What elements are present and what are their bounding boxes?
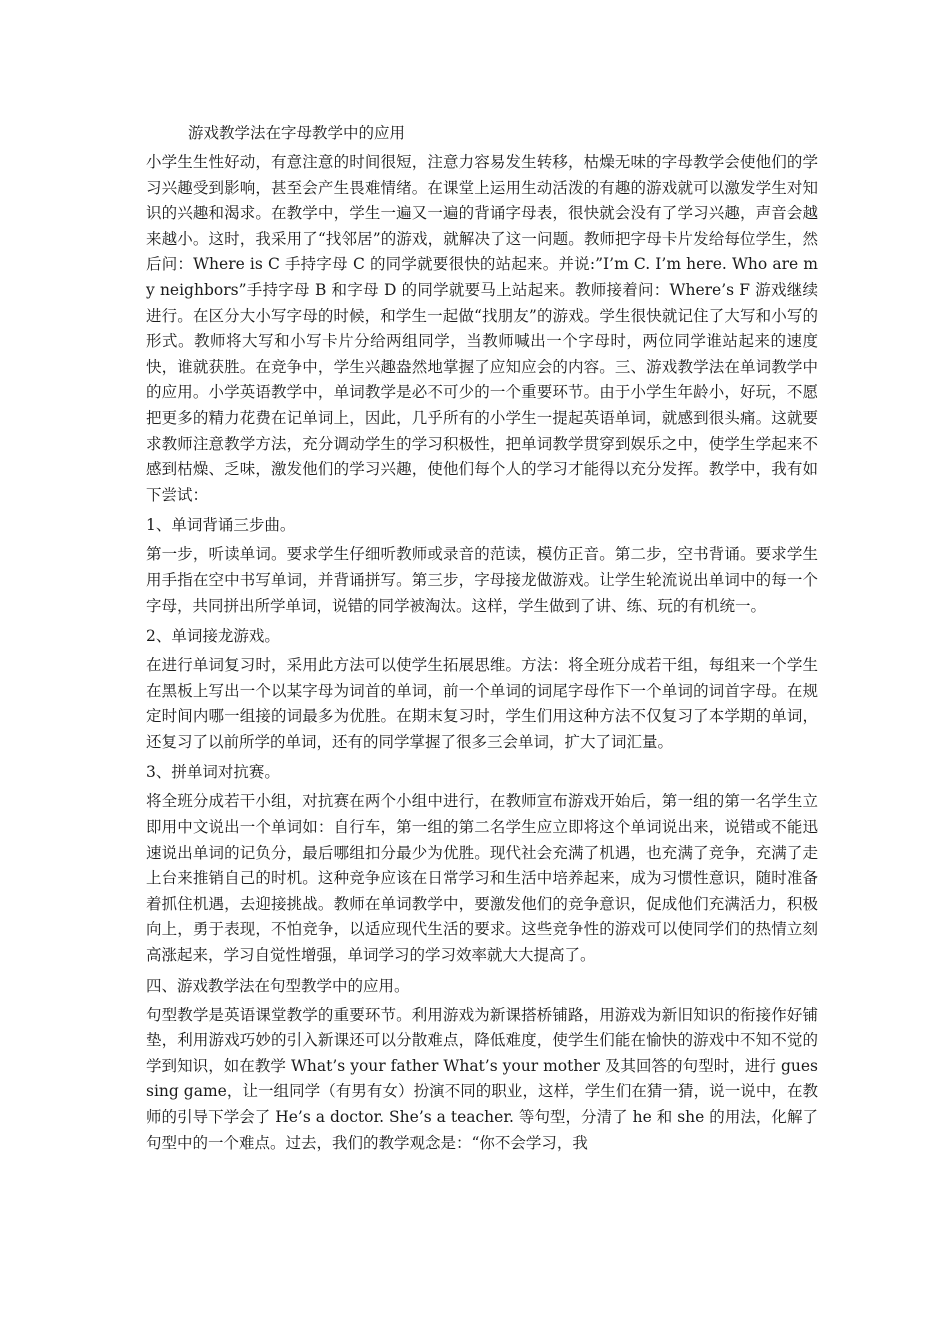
section-2-heading: 2、单词接龙游戏。: [146, 627, 280, 646]
section-1-heading: 1、单词背诵三步曲。: [146, 516, 296, 535]
intro-paragraph: 小学生生性好动，有意注意的时间很短，注意力容易发生转移，枯燥无味的字母教学会使他们的学习兴趣受到影响，甚至会产生畏难情绪。在课堂上运用生动活泼的有趣的游戏就可以激发学生对知识的兴趣和渴求。在教学中，学生一遍又一遍的背诵字母表，很快就会没有了学习兴趣，声音会越来越小。这时，我采用了“找邻居”的游戏，就解决了这一问题。教师把字母卡片发给每位学生，然后问：Where is C 手持字母 C 的同学就要很快的站起来。并说:”I’m C. I’m here. Who are my neighbors”手持字母 B 和字母 D 的同学就要马上站起来。教师接着问：Where’s F 游戏继续进行。在区分大小写字母的时候，和学生一起做“找朋友”的游戏。学生很快就记住了大写和小写的形式。教师将大写和小写卡片分给两组同学，当教师喊出一个字母时，两位同学谁站起来的速度快，谁就获胜。在竞争中，学生兴趣盎然地掌握了应知应会的内容。三、游戏教学法在单词教学中的应用。小学英语教学中，单词教学是必不可少的一个重要环节。由于小学生年龄小，好玩，不愿把更多的精力花费在记单词上，因此，几乎所有的小学生一提起英语单词，就感到很头痛。这就要求教师注意教学方法，充分调动学生的学习积极性，把单词教学贯穿到娱乐之中，使学生学起来不感到枯燥、乏味，激发他们的学习兴趣，使他们每个人的学习才能得以充分发挥。教学中，我有如下尝试：: [146, 153, 818, 504]
section-4-paragraph: 句型教学是英语课堂教学的重要环节。利用游戏为新课搭桥铺路，用游戏为新旧知识的衔接作好铺垫，利用游戏巧妙的引入新课还可以分散难点，降低难度，使学生们能在愉快的游戏中不知不觉的学到知识，如在教学 What’s your father What’s your mother 及其回答的句型时，进行 guessing game，让一组同学（有男有女）扮演不同的职业，这样，学生们在猜一猜，说一说中，在教师的引导下学会了 He’s a doctor. She’s a teacher. 等句型，分清了 he 和 she 的用法，化解了句型中的一个难点。过去，我们的教学观念是：“你不会学习，我: [146, 1005, 818, 1152]
document-page: [146, 120, 818, 1160]
section-3-paragraph: 将全班分成若干小组，对抗赛在两个小组中进行，在教师宣布游戏开始后，第一组的第一名学生立即用中文说出一个单词如：自行车，第一组的第二名学生应立即将这个单词说出来，说错或不能迅速说出单词的记负分，最后哪组扣分最少为优胜。现代社会充满了机遇，也充满了竞争，充满了走上台来推销自己的时机。这种竞争应该在日常学习和生活中培养起来，成为习惯性意识，随时准备着抓住机遇，去迎接挑战。教师在单词教学中，要激发他们的竞争意识，促成他们充满活力，积极向上，勇于表现，不怕竞争，以适应现代生活的要求。这些竞争性的游戏可以使同学们的热情立刻高涨起来，学习自觉性增强，单词学习的学习效率就大大提高了。: [146, 792, 818, 965]
section-3-heading: 3、拼单词对抗赛。: [146, 763, 280, 782]
section-2-paragraph: 在进行单词复习时，采用此方法可以使学生拓展思维。方法：将全班分成若干组，每组来一个学生在黑板上写出一个以某字母为词首的单词，前一个单词的词尾字母作下一个单词的词首字母。在规定时间内哪一组接的词最多为优胜。在期末复习时，学生们用这种方法不仅复习了本学期的单词，还复习了以前所学的单词，还有的同学掌握了很多三会单词，扩大了词汇量。: [146, 656, 818, 751]
section-1-paragraph: 第一步，听读单词。要求学生仔细听教师或录音的范读，模仿正音。第二步，空书背诵。要求学生用手指在空中书写单词，并背诵拼写。第三步，字母接龙做游戏。让学生轮流说出单词中的每一个字母，共同拼出所学单词，说错的同学被淘汰。这样，学生做到了讲、练、玩的有机统一。: [146, 545, 818, 615]
section-4-heading: 四、游戏教学法在句型教学中的应用。: [146, 976, 410, 995]
document-title: 游戏教学法在字母教学中的应用: [188, 124, 406, 142]
